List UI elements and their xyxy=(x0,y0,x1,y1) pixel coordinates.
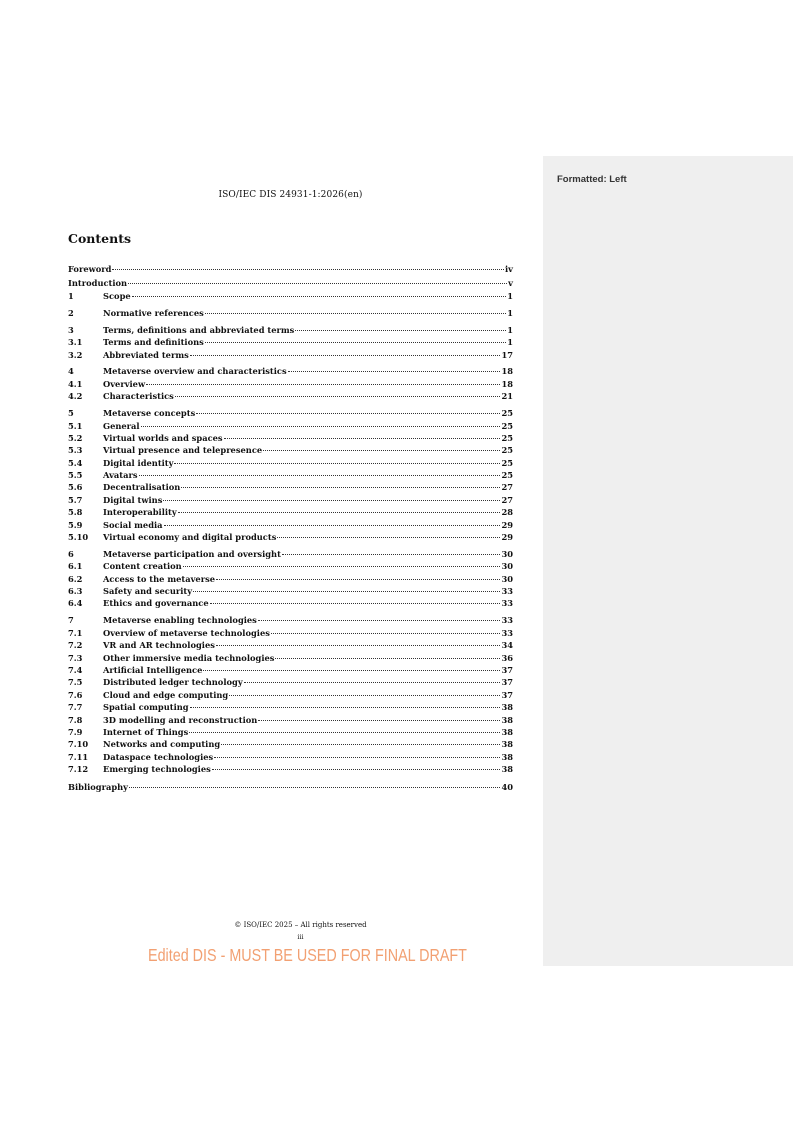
toc-dot-leader xyxy=(146,384,500,385)
toc-dot-leader xyxy=(221,744,500,745)
toc-dot-leader xyxy=(224,438,501,439)
toc-entry-page: 1 xyxy=(507,291,513,301)
toc-entry-page: 1 xyxy=(507,337,513,348)
toc-entry-title: Overview of metaverse technologies xyxy=(103,627,270,638)
toc-dot-leader xyxy=(174,463,500,464)
toc-entry-page: 30 xyxy=(501,548,513,559)
toc-entry[interactable] xyxy=(68,531,513,543)
toc-entry-page: 37 xyxy=(501,689,513,700)
toc-entry-page: 25 xyxy=(501,445,513,456)
toc-entry[interactable] xyxy=(68,432,513,444)
toc-entry-page: 34 xyxy=(501,640,513,651)
toc-entry-page: 33 xyxy=(501,598,513,609)
toc-entry-title: Interoperability xyxy=(103,507,177,518)
toc-entry-number: 7.2 xyxy=(68,640,83,651)
toc-entry-number: 4.1 xyxy=(68,378,83,389)
toc-entry-number: 7.4 xyxy=(68,664,83,675)
toc-entry-title: Distributed ledger technology xyxy=(103,677,243,688)
toc-entry-number: 7.12 xyxy=(68,764,89,775)
table-of-contents xyxy=(68,262,513,794)
toc-dot-leader xyxy=(229,695,500,696)
toc-entry[interactable] xyxy=(68,573,513,585)
toc-dot-leader xyxy=(189,732,500,733)
toc-entry-number: 5.7 xyxy=(68,494,83,505)
toc-entry-title: Internet of Things xyxy=(103,726,189,737)
toc-entry[interactable] xyxy=(68,290,513,302)
toc-entry-page: 38 xyxy=(501,726,513,737)
toc-entry-title: Digital identity xyxy=(103,457,174,468)
toc-dot-leader xyxy=(181,487,500,488)
toc-entry-number: 5.4 xyxy=(68,457,83,468)
toc-entry[interactable] xyxy=(68,262,513,276)
toc-entry[interactable] xyxy=(68,420,513,432)
toc-entry-number: 6.4 xyxy=(68,598,83,609)
toc-entry-title: VR and AR technologies xyxy=(103,640,215,651)
toc-entry[interactable] xyxy=(68,519,513,531)
toc-entry-title: Virtual presence and telepresence xyxy=(103,445,263,456)
toc-entry[interactable] xyxy=(68,701,513,713)
toc-entry-title: Decentralisation xyxy=(103,482,181,493)
toc-entry[interactable] xyxy=(68,751,513,763)
toc-entry-number: 3 xyxy=(68,324,74,335)
toc-entry-page: 30 xyxy=(501,561,513,572)
contents-title: Contents xyxy=(68,231,132,246)
toc-entry-number: 6.1 xyxy=(68,561,83,572)
footer-page-number: iii xyxy=(297,933,304,941)
toc-entry-title: Metaverse enabling technologies xyxy=(103,615,257,626)
toc-entry-number: 7.9 xyxy=(68,726,83,737)
toc-dot-leader xyxy=(258,620,501,621)
toc-entry-number: 6.2 xyxy=(68,573,83,584)
toc-entry[interactable] xyxy=(68,481,513,493)
toc-entry-number: 5.10 xyxy=(68,532,89,543)
toc-entry-page: 30 xyxy=(501,573,513,584)
toc-entry-title: Overview xyxy=(103,378,146,389)
toc-entry-title: General xyxy=(103,420,140,431)
toc-dot-leader xyxy=(112,269,504,270)
toc-entry-number: 7.3 xyxy=(68,652,83,663)
toc-dot-leader xyxy=(212,769,501,770)
toc-dot-leader xyxy=(178,512,501,513)
toc-entry-page: 29 xyxy=(501,519,513,530)
toc-entry-number: 7.5 xyxy=(68,677,83,688)
toc-dot-leader xyxy=(216,645,501,646)
toc-entry-number: 7.7 xyxy=(68,702,83,713)
toc-entry-page: 33 xyxy=(501,627,513,638)
toc-entry[interactable] xyxy=(68,689,513,701)
toc-entry-number: 5.9 xyxy=(68,519,83,530)
toc-entry[interactable] xyxy=(68,407,513,419)
footer-copyright: © ISO/IEC 2025 – All rights reserved xyxy=(234,921,367,929)
toc-entry-page: 38 xyxy=(501,739,513,750)
toc-entry-title: Normative references xyxy=(103,307,204,318)
toc-entry-number: 1 xyxy=(68,291,74,301)
toc-entry-title: Safety and security xyxy=(103,586,193,597)
toc-entry-number: 4 xyxy=(68,366,74,377)
toc-entry[interactable] xyxy=(68,390,513,402)
toc-dot-leader xyxy=(163,500,500,501)
toc-entry[interactable] xyxy=(68,324,513,336)
toc-dot-leader xyxy=(190,707,501,708)
draft-watermark: Edited DIS - MUST BE USED FOR FINAL DRAFT xyxy=(148,945,467,965)
toc-dot-leader xyxy=(164,525,501,526)
toc-entry-title: Avatars xyxy=(103,470,138,481)
toc-dot-leader xyxy=(282,554,501,555)
toc-entry-title: Content creation xyxy=(103,561,182,572)
toc-entry-page: iv xyxy=(505,264,513,274)
toc-dot-leader xyxy=(275,658,500,659)
toc-dot-leader xyxy=(271,633,501,634)
toc-dot-leader xyxy=(244,682,501,683)
toc-entry[interactable] xyxy=(68,307,513,319)
toc-entry-title: Social media xyxy=(103,519,163,530)
toc-entry-number: 7.11 xyxy=(68,751,89,762)
toc-entry-title: Characteristics xyxy=(103,391,174,402)
toc-entry-number: 5.3 xyxy=(68,445,83,456)
toc-entry-title: Metaverse participation and oversight xyxy=(103,548,281,559)
toc-entry[interactable] xyxy=(68,548,513,560)
toc-entry-page: 38 xyxy=(501,702,513,713)
toc-entry-title: Virtual economy and digital products xyxy=(103,532,277,543)
toc-entry-title: Scope xyxy=(103,291,131,301)
toc-entry-page: 28 xyxy=(501,507,513,518)
toc-entry[interactable] xyxy=(68,457,513,469)
toc-entry-number: 5.6 xyxy=(68,482,83,493)
toc-dot-leader xyxy=(196,413,500,414)
toc-entry-number: 7.8 xyxy=(68,714,83,725)
toc-entry[interactable] xyxy=(68,506,513,518)
toc-dot-leader xyxy=(205,313,506,314)
toc-entry-page: 1 xyxy=(507,324,513,335)
toc-entry-title: Other immersive media technologies xyxy=(103,652,275,663)
toc-entry[interactable] xyxy=(68,469,513,481)
toc-entry-number: 3.1 xyxy=(68,337,83,348)
comment-formatted-left: Formatted: Left xyxy=(557,174,627,185)
toc-dot-leader xyxy=(277,537,500,538)
toc-entry-title: Metaverse concepts xyxy=(103,408,196,419)
toc-entry-page: 25 xyxy=(501,432,513,443)
toc-entry-number: 5 xyxy=(68,408,74,419)
toc-dot-leader xyxy=(132,296,507,297)
toc-entry-number: 4.2 xyxy=(68,391,83,402)
toc-entry[interactable] xyxy=(68,726,513,738)
toc-entry[interactable] xyxy=(68,780,513,794)
toc-dot-leader xyxy=(129,787,500,788)
toc-dot-leader xyxy=(205,342,506,343)
toc-entry-title: Introduction xyxy=(68,278,128,288)
toc-entry[interactable] xyxy=(68,738,513,750)
toc-dot-leader xyxy=(175,396,501,397)
toc-entry-title: Ethics and governance xyxy=(103,598,209,609)
toc-entry-page: 18 xyxy=(501,366,513,377)
toc-entry-title: Artificial Intelligence xyxy=(103,664,203,675)
toc-entry-number: 2 xyxy=(68,307,74,318)
toc-entry-title: 3D modelling and reconstruction xyxy=(103,714,258,725)
toc-entry[interactable] xyxy=(68,365,513,377)
toc-entry[interactable] xyxy=(68,276,513,290)
toc-entry-page: 27 xyxy=(501,482,513,493)
toc-entry-page: 17 xyxy=(501,349,513,360)
toc-dot-leader xyxy=(128,283,507,284)
toc-entry-page: 25 xyxy=(501,408,513,419)
toc-entry[interactable] xyxy=(68,714,513,726)
toc-entry[interactable] xyxy=(68,639,513,651)
toc-entry-page: 38 xyxy=(501,714,513,725)
comment-pane xyxy=(543,156,793,966)
toc-entry[interactable] xyxy=(68,378,513,390)
toc-entry-page: 40 xyxy=(501,781,513,792)
toc-entry[interactable] xyxy=(68,349,513,361)
toc-entry-number: 7.6 xyxy=(68,689,83,700)
toc-entry-page: 33 xyxy=(501,586,513,597)
toc-entry-title: Abbreviated terms xyxy=(103,349,189,360)
toc-entry-page: 37 xyxy=(501,677,513,688)
toc-entry-page: 25 xyxy=(501,470,513,481)
toc-entry-title: Digital twins xyxy=(103,494,163,505)
toc-entry-page: 38 xyxy=(501,764,513,775)
toc-entry-number: 7.10 xyxy=(68,739,89,750)
toc-dot-leader xyxy=(216,579,500,580)
toc-entry[interactable] xyxy=(68,560,513,572)
toc-entry-page: v xyxy=(508,278,513,288)
toc-entry[interactable] xyxy=(68,763,513,775)
toc-entry-title: Cloud and edge computing xyxy=(103,689,229,700)
toc-dot-leader xyxy=(139,475,501,476)
toc-entry-number: 7.1 xyxy=(68,627,83,638)
toc-dot-leader xyxy=(210,603,501,604)
toc-dot-leader xyxy=(190,355,501,356)
toc-entry[interactable] xyxy=(68,336,513,348)
toc-entry-title: Metaverse overview and characteristics xyxy=(103,366,287,377)
toc-entry-number: 5.5 xyxy=(68,470,83,481)
toc-entry-page: 25 xyxy=(501,457,513,468)
toc-entry-number: 3.2 xyxy=(68,349,83,360)
toc-dot-leader xyxy=(258,720,500,721)
toc-dot-leader xyxy=(193,591,500,592)
toc-entry-number: 6 xyxy=(68,548,74,559)
toc-dot-leader xyxy=(183,566,501,567)
toc-entry[interactable] xyxy=(68,444,513,456)
toc-entry-page: 18 xyxy=(501,378,513,389)
toc-entry-title: Virtual worlds and spaces xyxy=(103,432,223,443)
toc-entry-page: 36 xyxy=(501,652,513,663)
toc-entry[interactable] xyxy=(68,676,513,688)
toc-entry-title: Emerging technologies xyxy=(103,764,211,775)
toc-entry-title: Bibliography xyxy=(68,781,129,792)
toc-entry[interactable] xyxy=(68,652,513,664)
toc-entry[interactable] xyxy=(68,494,513,506)
toc-entry-page: 1 xyxy=(507,307,513,318)
toc-entry[interactable] xyxy=(68,614,513,626)
toc-entry-number: 7 xyxy=(68,615,74,626)
toc-entry-page: 29 xyxy=(501,532,513,543)
toc-entry-number: 5.1 xyxy=(68,420,83,431)
toc-dot-leader xyxy=(295,330,506,331)
toc-entry-page: 27 xyxy=(501,494,513,505)
toc-dot-leader xyxy=(263,450,500,451)
toc-entry-title: Access to the metaverse xyxy=(103,573,216,584)
toc-entry-number: 5.2 xyxy=(68,432,83,443)
toc-dot-leader xyxy=(288,371,501,372)
toc-entry-title: Terms, definitions and abbreviated terms xyxy=(103,324,295,335)
toc-entry-title: Networks and computing xyxy=(103,739,221,750)
toc-dot-leader xyxy=(141,426,501,427)
toc-entry-page: 38 xyxy=(501,751,513,762)
toc-entry-page: 21 xyxy=(501,391,513,402)
toc-dot-leader xyxy=(203,670,500,671)
toc-entry-page: 33 xyxy=(501,615,513,626)
toc-entry-title: Spatial computing xyxy=(103,702,189,713)
toc-entry-page: 37 xyxy=(501,664,513,675)
toc-entry[interactable] xyxy=(68,585,513,597)
toc-entry[interactable] xyxy=(68,597,513,609)
toc-entry-number: 5.8 xyxy=(68,507,83,518)
toc-dot-leader xyxy=(214,757,500,758)
toc-entry-page: 25 xyxy=(501,420,513,431)
toc-entry-title: Foreword xyxy=(68,264,112,274)
toc-entry-title: Dataspace technologies xyxy=(103,751,214,762)
toc-entry[interactable] xyxy=(68,664,513,676)
toc-entry[interactable] xyxy=(68,627,513,639)
toc-entry-title: Terms and definitions xyxy=(103,337,204,348)
document-header: ISO/IEC DIS 24931-1:2026(en) xyxy=(218,190,363,200)
toc-entry-number: 6.3 xyxy=(68,586,83,597)
